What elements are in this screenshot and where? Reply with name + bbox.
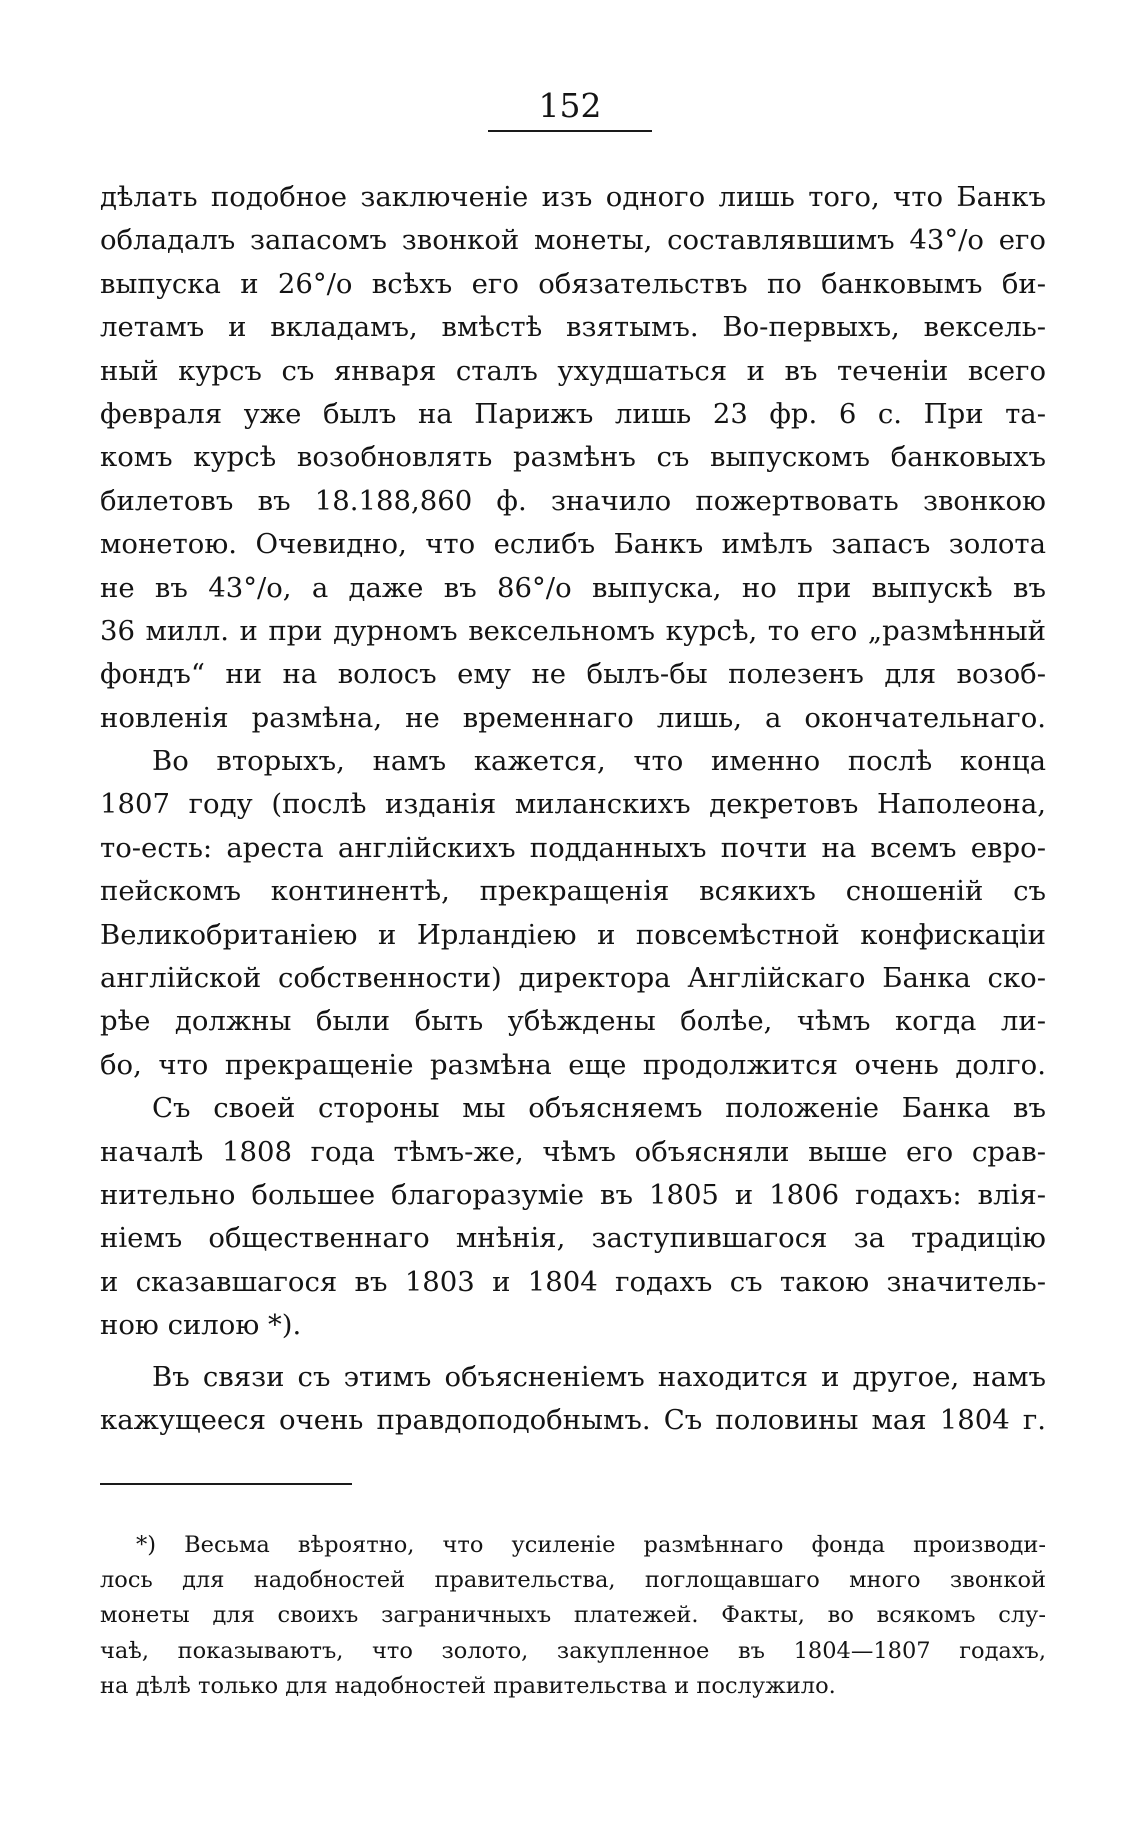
paragraph-4: [100, 1356, 1046, 1443]
text-line: комъ курсѣ возобновлять размѣнъ съ выпускомъ банковыхъ: [100, 441, 1046, 474]
text-line: февраля уже былъ на Парижъ лишь 23 фр. 6 с. При та-: [100, 397, 1046, 430]
text-line: ный курсъ съ января сталъ ухудшаться и въ теченіи всего: [100, 354, 1046, 387]
text-line: англійской собственности) директора Англійскаго Банка ско-: [100, 962, 1046, 995]
footnote-line: *) Весьма вѣроятно, что усиленіе размѣннаго фонда производи-: [136, 1532, 1046, 1558]
text-line: билетовъ въ 18.188,860 ф. значило пожертвовать звонкою: [100, 484, 1046, 517]
text-line: Великобританіею и Ирландіею и повсемѣстной конфискаціи: [100, 918, 1046, 951]
text-line: обладалъ запасомъ звонкой монеты, составлявшимъ 43°/о его: [100, 224, 1046, 257]
text-line: фондъ“ ни на волосъ ему не былъ-бы полезенъ для возоб-: [100, 658, 1046, 691]
main-text: [100, 176, 1046, 1442]
text-line: дѣлать подобное заключеніе изъ одного лишь того, что Банкъ: [100, 181, 1046, 213]
text-line: пейскомъ континентѣ, прекращенія всякихъ сношеній съ: [100, 875, 1046, 908]
text-line: 36 милл. и при дурномъ вексельномъ курсѣ, то его „размѣнный: [100, 614, 1046, 647]
text-line: кажущееся очень правдоподобнымъ. Съ половины мая 1804 г.: [100, 1403, 1046, 1436]
footnote-line: на дѣлѣ только для надобностей правительства и послужило.: [100, 1672, 836, 1699]
footnote-divider: [100, 1483, 352, 1485]
text-line: Во вторыхъ, намъ кажется, что именно послѣ конца: [152, 745, 1046, 778]
text-line: и сказавшагося въ 1803 и 1804 годахъ съ такою значитель-: [100, 1265, 1046, 1298]
footnote: [100, 1528, 1046, 1704]
text-line: новленія размѣна, не временнаго лишь, а окончательнаго.: [100, 701, 1046, 734]
text-line: началѣ 1808 года тѣмъ-же, чѣмъ объясняли выше его срав-: [100, 1135, 1046, 1168]
text-line: монетою. Очевидно, что еслибъ Банкъ имѣлъ запасъ золота: [100, 528, 1046, 561]
footnote-line: лось для надобностей правительства, поглощавшаго много звонкой: [100, 1567, 1046, 1594]
text-line: бо, что прекращеніе размѣна еще продолжится очень долго.: [100, 1048, 1046, 1081]
text-line: ною силою *).: [100, 1309, 302, 1342]
text-line: то-есть: ареста англійскихъ подданныхъ почти на всемъ евро-: [100, 831, 1046, 864]
paragraph-gap: [100, 1348, 1046, 1356]
text-line: летамъ и вкладамъ, вмѣстѣ взятымъ. Во-первыхъ, вексель-: [100, 311, 1046, 344]
text-line: Съ своей стороны мы объясняемъ положеніе Банка въ: [152, 1092, 1046, 1125]
text-line: рѣе должны были быть убѣждены болѣе, чѣмъ когда ли-: [100, 1005, 1046, 1038]
page-number: 152: [488, 86, 652, 132]
paragraph-1: [100, 176, 1046, 740]
text-line: ніемъ общественнаго мнѣнія, заступившагося за традицію: [100, 1222, 1046, 1255]
footnote-line: чаѣ, показываютъ, что золото, закупленное въ 1804—1807 годахъ,: [100, 1637, 1046, 1664]
paragraph-2: [100, 740, 1046, 1087]
footnote-line: монеты для своихъ заграничныхъ платежей. Факты, во всякомъ слу-: [100, 1602, 1046, 1629]
text-line: нительно большее благоразуміе въ 1805 и 1806 годахъ: влія-: [100, 1178, 1046, 1211]
text-line: 1807 году (послѣ изданія миланскихъ декретовъ Наполеона,: [100, 788, 1046, 821]
text-line: Въ связи съ этимъ объясненіемъ находится и другое, намъ: [152, 1360, 1046, 1393]
text-line: не въ 43°/о, а даже въ 86°/о выпуска, но при выпускѣ въ: [100, 571, 1046, 604]
text-line: выпуска и 26°/о всѣхъ его обязательствъ по банковымъ би-: [100, 267, 1046, 300]
paragraph-3: [100, 1087, 1046, 1347]
